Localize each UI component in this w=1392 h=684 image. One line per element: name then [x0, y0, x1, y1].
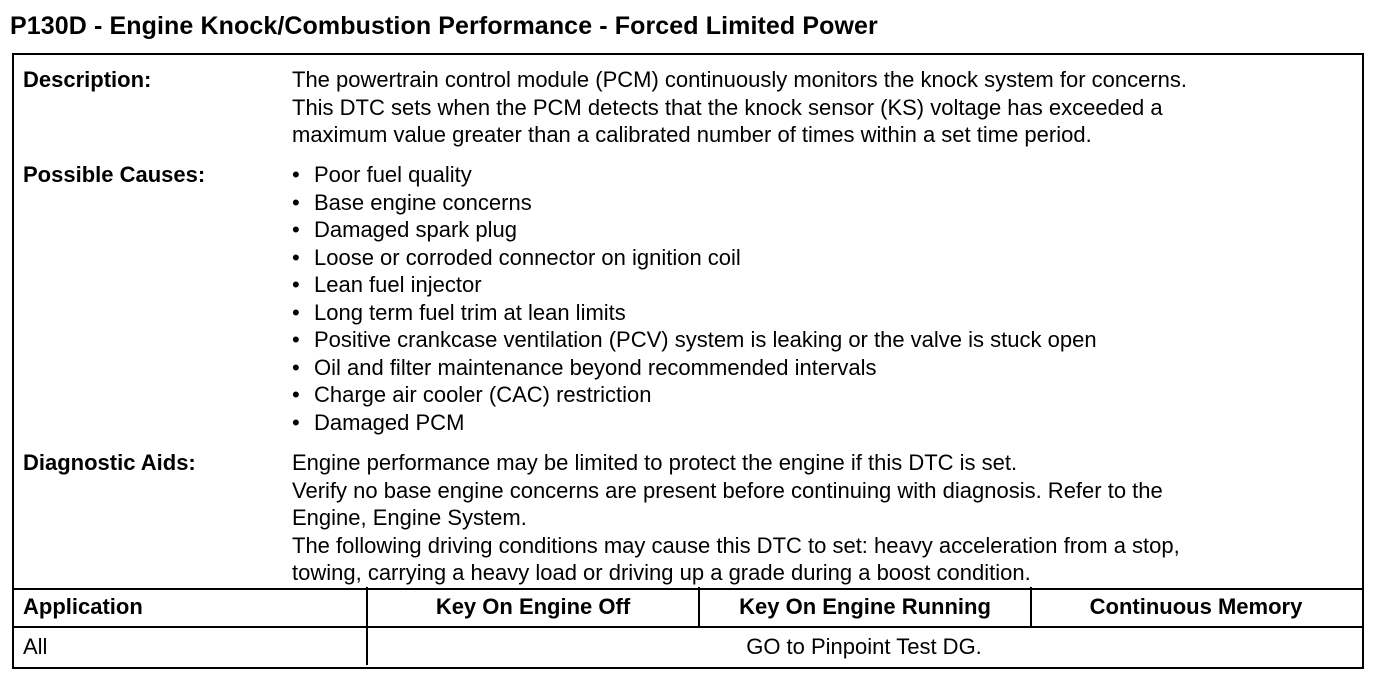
dtc-info-box	[12, 53, 1364, 590]
possible-causes-list-wrapper	[292, 161, 1356, 436]
possible-causes-label: Possible Causes:	[23, 162, 206, 187]
diagnostic-aids-text	[292, 449, 1356, 587]
description-label: Description:	[23, 67, 152, 92]
cause-item: • Poor fuel quality	[292, 161, 1356, 189]
possible-causes-list	[292, 161, 1356, 436]
diagnostic-aids-line: Verify no base engine concerns are present before continuing with diagnosis. Refer to the	[292, 477, 1163, 503]
description-text	[292, 66, 1356, 149]
cause-item: • Damaged PCM	[292, 409, 1356, 437]
description-line: This DTC sets when the PCM detects that the knock sensor (KS) voltage has exceeded a	[292, 94, 1163, 120]
diagnostic-aids-line: towing, carrying a heavy load or driving up a grade during a boost condition.	[292, 560, 1031, 585]
header-key-on-engine-running: Key On Engine Running	[739, 593, 991, 619]
cause-item: • Charge air cooler (CAC) restriction	[292, 381, 1356, 409]
possible-causes-row	[14, 161, 1362, 443]
diagnostic-aids-row	[14, 449, 1362, 587]
page-title: P130D - Engine Knock/Combustion Performance - Forced Limited Power	[10, 12, 878, 40]
header-key-on-engine-off: Key On Engine Off	[435, 593, 631, 619]
cause-item: • Positive crankcase ventilation (PCV) system is leaking or the valve is stuck open	[292, 326, 1356, 354]
diagnostic-aids-line: The following driving conditions may cause this DTC to set: heavy acceleration from a stop,	[292, 532, 1180, 558]
diagnostic-aids-label: Diagnostic Aids:	[23, 450, 196, 475]
cause-item: • Oil and filter maintenance beyond recommended intervals	[292, 354, 1356, 382]
description-line: maximum value greater than a calibrated number of times within a set time period.	[292, 122, 1092, 147]
cause-item: • Base engine concerns	[292, 189, 1356, 217]
cause-item: • Loose or corroded connector on ignition coil	[292, 244, 1356, 272]
table-cell-action: GO to Pinpoint Test DG.	[746, 633, 982, 659]
application-table	[12, 587, 1364, 669]
description-row	[14, 66, 1362, 161]
header-continuous-memory: Continuous Memory	[1089, 593, 1303, 619]
description-line: The powertrain control module (PCM) continuously monitors the knock system for concerns.	[292, 67, 1188, 92]
table-cell-application: All	[23, 633, 48, 659]
cause-item: • Lean fuel injector	[292, 271, 1356, 299]
diagnostic-aids-line: Engine performance may be limited to protect the engine if this DTC is set.	[292, 450, 1018, 475]
cause-item: • Long term fuel trim at lean limits	[292, 299, 1356, 327]
diagnostic-aids-line: Engine, Engine System.	[292, 505, 527, 530]
cause-item: • Damaged spark plug	[292, 216, 1356, 244]
header-application: Application	[23, 593, 143, 619]
